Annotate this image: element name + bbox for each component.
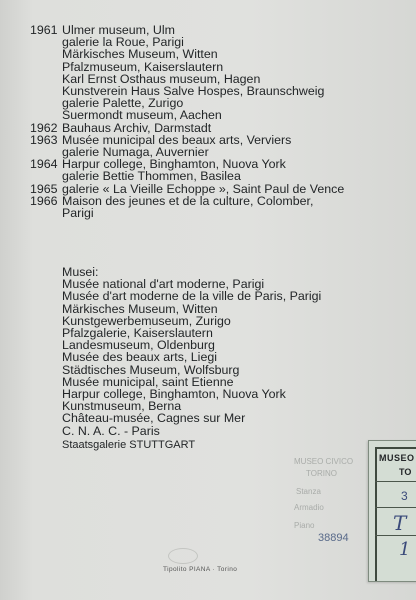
year [30,48,62,60]
exhibition-text: Märkisches Museum, Witten [62,47,218,62]
printer-logo [168,548,198,564]
exhibition-text: Kunstverein Haus Salve Hospes, Braunschweig [62,84,325,99]
museum-item: Musée des beaux arts, Liegi [62,350,217,365]
exhibition-text: Karl Ernst Osthaus museum, Hagen [62,71,261,86]
museum-item: Pfalzgalerie, Kaiserslautern [62,326,213,341]
exhibition-text: Musée municipal des beaux arts, Verviers [62,132,292,147]
card-heading: MUSEO [379,453,415,463]
museum-item: Kunstgewerbemuseum, Zurigo [62,313,231,328]
museum-item: Musée national d'art moderne, Parigi [62,277,265,292]
exhibition-text: Ulmer museum, Ulm [62,23,175,37]
museum-item: Staatsgalerie STUTTGART [62,438,196,451]
exhibition-text: Parigi [62,206,94,221]
exhibition-text: Bauhaus Archiv, Darmstadt [62,120,212,135]
year [30,97,62,109]
exhibition-text: galerie « La Vieille Echoppe », Saint Paul de Vence [62,181,345,196]
exhibition-row [30,170,344,182]
exhibition-text: galerie Bettie Thommen, Basilea [62,169,241,184]
exhibition-row [30,207,344,219]
museum-label-card [368,440,416,582]
museum-item: Städtisches Museum, Wolfsburg [62,362,240,377]
exhibition-text: Maison des jeunes et de la culture, Colomber, [62,193,314,208]
year [30,36,62,48]
exhibition-row [30,61,344,73]
stamp-line: MUSEO CIVICO [294,457,354,466]
faded-stamp [294,456,353,544]
museums-heading: Musei: [62,265,99,279]
card-divider [375,481,416,482]
card-divider [375,535,416,536]
exhibition-row [30,183,344,195]
exhibition-text: galerie Palette, Zurigo [62,96,184,111]
museum-item: Märkisches Museum, Witten [62,301,218,316]
exhibition-text: Pfalzmuseum, Kaiserslautern [62,59,224,74]
card-divider [375,507,416,508]
exhibition-text: galerie Numaga, Auvernier [62,145,209,160]
card-handwriting: 1 [399,539,411,560]
exhibition-text: galerie la Roue, Parigi [62,35,184,50]
museum-item: Musée d'art moderne de la ville de Paris, Parigi [62,289,322,304]
museum-item: Kunstmuseum, Berna [62,399,182,414]
printer-credit: Tipolito PIANA · Torino [163,566,238,573]
stamp-line: TORINO [306,469,337,478]
card-handwriting: T [393,511,407,535]
year: 1965 [30,181,58,196]
museums-list [62,266,321,455]
museum-item: C. N. A. C. - Paris [62,423,160,438]
year [30,85,62,97]
year: 1966 [30,193,58,208]
year [30,61,62,73]
year [30,109,62,121]
stamp-line: Stanza [296,487,321,496]
exhibition-row [30,109,344,121]
stamp-line: Armadio [294,503,324,512]
museum-item: Château-musée, Cagnes sur Mer [62,411,246,426]
year [30,170,62,182]
year [30,73,62,85]
exhibition-text: Suermondt museum, Aachen [62,108,222,123]
exhibition-text: Harpur college, Binghamton, Nuova York [62,157,286,172]
exhibitions-list [30,24,344,219]
museum-item: Harpur college, Binghamton, Nuova York [62,387,286,402]
year: 1964 [30,157,58,172]
museum-item: Landesmuseum, Oldenburg [62,338,215,353]
card-subheading: TO [399,467,412,477]
year: 1961 [30,23,58,37]
year: 1963 [30,132,58,147]
stamp-line: 38894 [318,532,349,544]
exhibition-row [30,122,344,134]
museum-item: Musée municipal, saint Etienne [62,374,234,389]
stamp-line: Piano [294,521,315,530]
year [30,207,62,219]
exhibition-row [30,48,344,60]
card-handwriting: 3 [401,489,408,503]
year: 1962 [30,120,58,135]
